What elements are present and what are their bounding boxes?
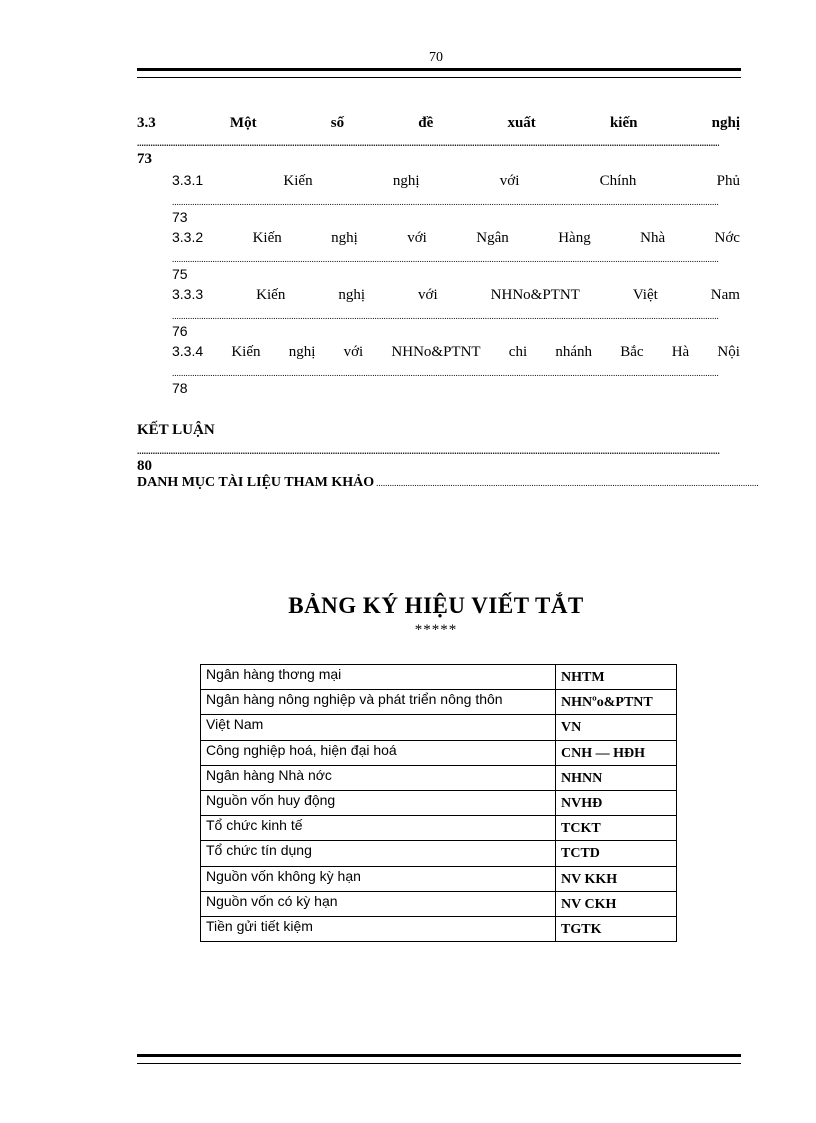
toc-subsection-word: Nớc xyxy=(714,230,740,246)
footer-rule xyxy=(137,1054,741,1064)
toc-subsection-word: Bắc xyxy=(620,344,644,360)
toc-subsection-word: Chính xyxy=(599,173,637,189)
toc-subsection-word: Kiến xyxy=(256,287,286,303)
header-rule xyxy=(137,68,741,78)
abbr-term: Nguồn vốn không kỳ hạn xyxy=(201,866,556,891)
abbr-term: Ngân hàng Nhà nớc xyxy=(201,765,556,790)
abbr-term: Tiền gửi tiết kiệm xyxy=(201,916,556,941)
toc-section-word: đề xyxy=(418,115,434,131)
toc-subsection-3-3-3 xyxy=(172,286,740,304)
toc-subsection-word: NHNo&PTNT xyxy=(490,287,580,303)
toc-subsection-word: Kiến xyxy=(252,230,282,246)
title-stars: ***** xyxy=(414,622,458,638)
abbreviation-title: BẢNG KÝ HIỆU VIẾT TẮT xyxy=(288,593,584,618)
toc-subsection-word: nghị xyxy=(392,173,420,189)
toc-subsection-word: với xyxy=(407,230,427,246)
toc-subsection-word: với xyxy=(418,287,438,303)
table-row xyxy=(201,740,677,765)
toc-subsection-number: 3.3.3 xyxy=(172,286,204,302)
abbr-term: Công nghiệp hoá, hiện đại hoá xyxy=(201,740,556,765)
toc-subsection-3-3-2 xyxy=(172,229,740,247)
abbr-term: Nguồn vốn huy động xyxy=(201,790,556,815)
toc-section-3-3 xyxy=(137,115,740,132)
toc-subsection-word: với xyxy=(343,344,364,360)
toc-subsection-number: 3.3.2 xyxy=(172,229,204,245)
toc-section-word: Một xyxy=(229,115,257,131)
abbr-code: NV CKH xyxy=(556,891,677,916)
table-row xyxy=(201,816,677,841)
toc-subsection-word: Hàng xyxy=(558,230,591,246)
abbr-code: TCTD xyxy=(556,841,677,866)
abbr-code: NVHĐ xyxy=(556,790,677,815)
toc-section-word: kiến xyxy=(609,115,638,131)
abbr-code: TCKT xyxy=(556,816,677,841)
abbr-code: NHNºo&PTNT xyxy=(556,690,677,715)
toc-subsection-word: Ngân xyxy=(476,230,509,246)
toc-subsection-page: 75 xyxy=(172,266,188,282)
abbr-term: Tổ chức tín dụng xyxy=(201,841,556,866)
toc-references-label: DANH MỤC TÀI LIỆU THAM KHẢO xyxy=(137,475,375,490)
table-row xyxy=(201,665,677,690)
abbr-code: TGTK xyxy=(556,916,677,941)
abbr-term: Việt Nam xyxy=(201,715,556,740)
abbreviation-table xyxy=(200,664,677,942)
toc-subsection-word: với xyxy=(499,173,520,189)
toc-leader-dots xyxy=(137,138,719,148)
toc-leader-dots xyxy=(172,254,719,264)
toc-leader-dots xyxy=(137,446,720,456)
toc-subsection-word: nhánh xyxy=(555,344,592,360)
toc-conclusion: KẾT LUẬN xyxy=(137,422,215,438)
toc-section-word: nghị xyxy=(711,115,740,131)
abbr-term: Ngân hàng nông nghiệp và phát triển nông thôn xyxy=(201,690,556,715)
toc-subsection-number: 3.3.4 xyxy=(172,343,204,359)
table-row xyxy=(201,715,677,740)
abbr-term: Tổ chức kinh tế xyxy=(201,816,556,841)
toc-leader-dots xyxy=(376,478,759,488)
toc-subsection-word: Hà xyxy=(671,344,690,360)
abbr-code: NHTM xyxy=(556,665,677,690)
toc-subsection-3-3-1 xyxy=(172,172,740,190)
toc-subsection-page: 76 xyxy=(172,323,188,339)
toc-subsection-3-3-4 xyxy=(172,343,740,361)
table-row xyxy=(201,765,677,790)
toc-subsection-word: Nhà xyxy=(640,230,666,246)
toc-section-word: số xyxy=(330,115,345,131)
toc-subsection-page: 78 xyxy=(172,380,188,396)
abbr-code: VN xyxy=(556,715,677,740)
table-row xyxy=(201,690,677,715)
table-row xyxy=(201,891,677,916)
table-row xyxy=(201,916,677,941)
page-number: 70 xyxy=(429,50,443,65)
abbr-code: CNH — HĐH xyxy=(556,740,677,765)
toc-subsection-word: Nội xyxy=(717,344,740,360)
toc-leader-dots xyxy=(172,197,719,207)
toc-section-word: xuất xyxy=(507,115,536,131)
toc-subsection-word: nghị xyxy=(331,230,358,246)
toc-leader-dots xyxy=(172,311,719,321)
toc-subsection-word: NHNo&PTNT xyxy=(391,344,481,360)
toc-subsection-word: chi xyxy=(508,344,528,360)
toc-references xyxy=(137,475,759,491)
abbr-term: Ngân hàng thơng mại xyxy=(201,665,556,690)
abbr-code: NHNN xyxy=(556,765,677,790)
toc-section-page: 73 xyxy=(137,151,152,167)
toc-subsection-word: Việt xyxy=(632,287,658,303)
abbr-term: Nguồn vốn có kỳ hạn xyxy=(201,891,556,916)
toc-leader-dots xyxy=(172,368,719,378)
toc-subsection-word: Kiến xyxy=(283,173,313,189)
toc-subsection-word: nghị xyxy=(338,287,366,303)
table-row xyxy=(201,841,677,866)
toc-subsection-word: nghị xyxy=(288,344,316,360)
toc-subsection-number: 3.3.1 xyxy=(172,172,204,188)
toc-subsection-word: Kiến xyxy=(231,344,261,360)
toc-section-number: 3.3 xyxy=(137,115,156,131)
toc-subsection-word: Phủ xyxy=(716,173,740,189)
toc-subsection-page: 73 xyxy=(172,209,188,225)
toc-subsection-word: Nam xyxy=(710,287,740,303)
abbr-code: NV KKH xyxy=(556,866,677,891)
toc-conclusion-page: 80 xyxy=(137,458,152,474)
table-row xyxy=(201,866,677,891)
table-row xyxy=(201,790,677,815)
